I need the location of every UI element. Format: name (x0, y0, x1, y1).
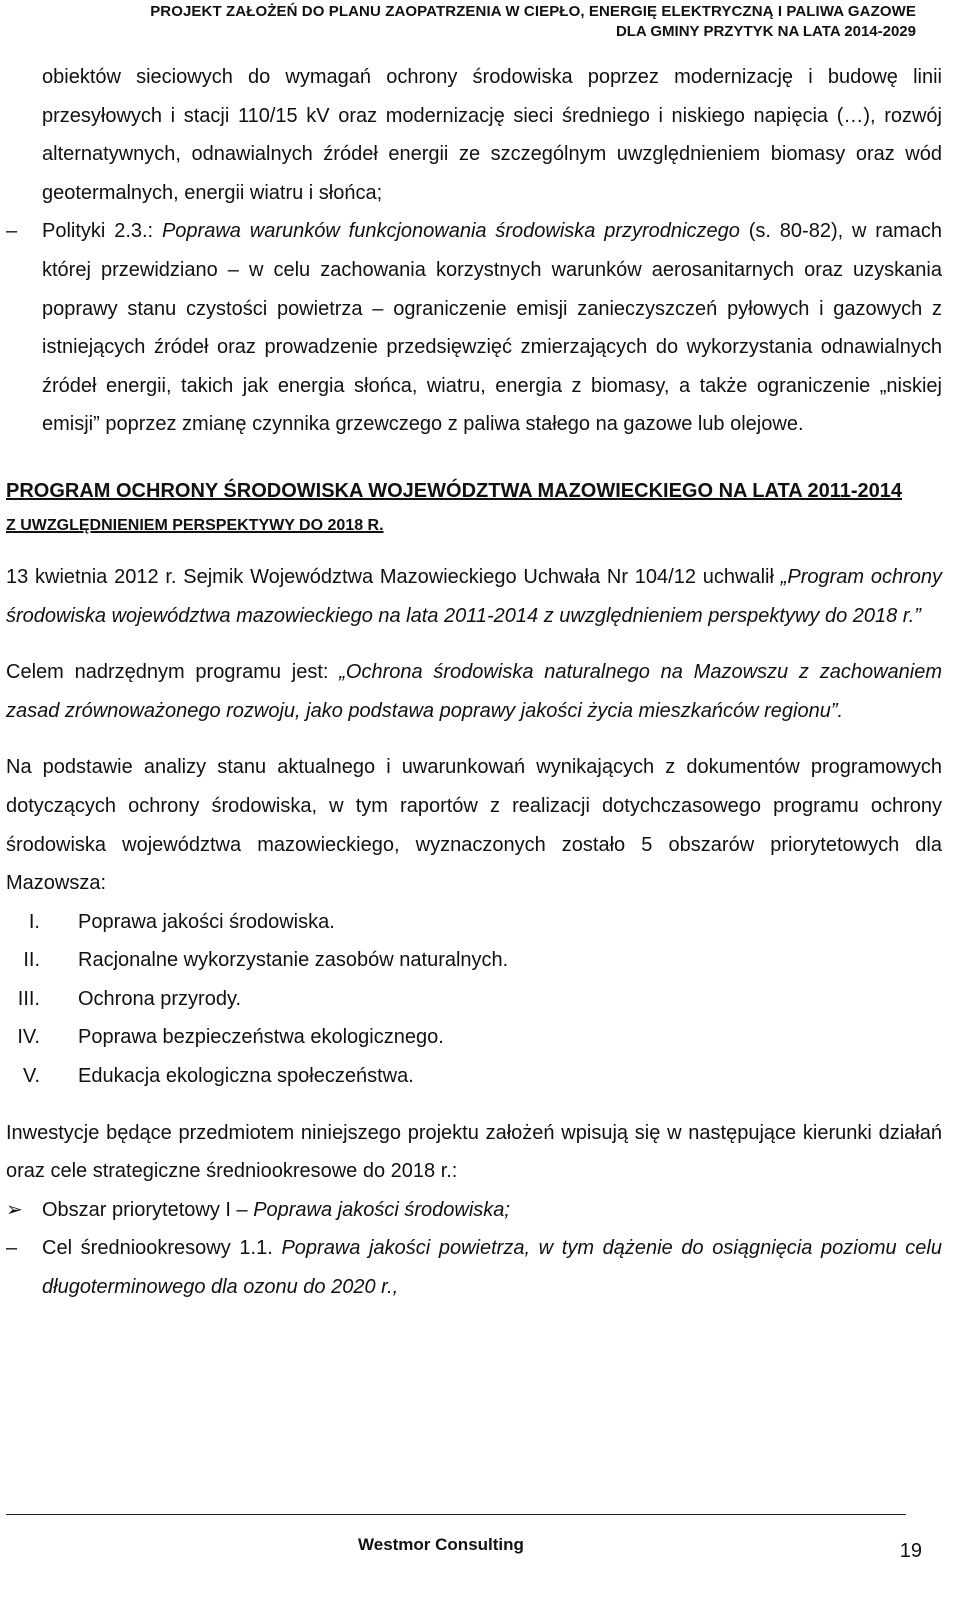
header-title: PROJEKT ZAŁOŻEŃ DO PLANU ZAOPATRZENIA W CIEPŁO, ENERGIĘ ELEKTRYCZNĄ I PALIWA GAZOWE (150, 3, 916, 20)
document-body (6, 58, 942, 1307)
goal-paragraph (6, 653, 942, 730)
adoption-paragraph (6, 558, 942, 635)
program-title: „Program ochrony środowiska województwa mazowieckiego na lata 2011-2014 z uwzględnieniem perspektywy do 2018 r.” (6, 565, 942, 627)
header-subtitle: DLA GMINY PRZYTYK NA LATA 2014-2029 (615, 23, 916, 40)
spacer (6, 635, 942, 653)
investments-paragraph: Inwestycje będące przedmiotem niniejszego projektu założeń wpisują się w następujące kierunki działań oraz cele strategiczne średniookresowe do 2018 r.: (6, 1121, 942, 1183)
policy-text: (s. 80-82), w ramach której przewidziano – w celu zachowania korzystnych warunków aerosanitarnych oraz uzyskania poprawy stanu czystości powietrza – ograniczenie emisji zanieczyszczeń pyłowych i gazowych z istniejących źródeł oraz prowadzenie przedsięwzięć zmierzających do wykorzystania odnawialnych źródeł energii, takich jak energia słońca, wiatru, energia z biomasy, a także ograniczenie „niskiej emisji” poprzez zmianę czynnika grzewczego z paliwa stałego na gazowe lub olejowe. (42, 220, 942, 436)
adoption-text: 13 kwietnia 2012 r. Sejmik Województwa Mazowieckiego Uchwała Nr 104/12 uchwalił (6, 565, 781, 588)
area-title: Poprawa jakości środowiska; (253, 1198, 510, 1221)
goal-item-title: Poprawa jakości powietrza, w tym dążenie do osiągnięcia poziomu celu długoterminowego dla ozonu do 2020 r., (42, 1237, 942, 1299)
footer-divider (6, 1514, 906, 1515)
dash-marker: – (6, 220, 18, 243)
list-item: II. Racjonalne wykorzystanie zasobów naturalnych. (23, 949, 509, 972)
area-prefix: Obszar priorytetowy I – (42, 1198, 254, 1221)
arrow-bullet-icon: ➢ (6, 1198, 23, 1221)
policy-prefix: Polityki 2.3.: (42, 220, 162, 243)
analysis-paragraph: Na podstawie analizy stanu aktualnego i uwarunkowań wynikających z dokumentów programowych dotyczących ochrony środowiska, w tym raportów z realizacji dotychczasowego programu ochrony środowiska województwa mazowieckiego, wyznaczonych zostało 5 obszarów priorytetowych dla Mazowsza: (6, 756, 942, 895)
goal-text: Celem nadrzędnym programu jest: (6, 661, 340, 684)
spacer (6, 540, 942, 558)
spacer (6, 462, 942, 472)
spacer (6, 1096, 942, 1114)
policy-title: Poprawa warunków funkcjonowania środowiska przyrodniczego (161, 220, 740, 243)
spacer (6, 444, 942, 462)
policy-item (6, 212, 942, 444)
page-number: 19 (899, 1540, 922, 1562)
list-item: III. Ochrona przyrody. (17, 987, 242, 1010)
program-heading-line1: PROGRAM OCHRONY ŚRODOWISKA WOJEWÓDZTWA MAZOWIECKIEGO NA LATA 2011-2014 (6, 479, 902, 502)
spacer (6, 730, 942, 748)
dash-marker: – (6, 1237, 18, 1260)
list-item: I. Poprawa jakości środowiska. (28, 910, 335, 933)
goal-title: „Ochrona środowiska naturalnego na Mazowszu z zachowaniem zasad zrównoważonego rozwoju, jako podstawa poprawy jakości życia mieszkańców regionu”. (6, 661, 942, 722)
list-item: IV. Poprawa bezpieczeństwa ekologicznego. (17, 1026, 444, 1049)
list-item: V. Edukacja ekologiczna społeczeństwa. (22, 1065, 414, 1088)
goal-item-prefix: Cel średniookresowy 1.1. (42, 1237, 282, 1260)
footer-company: Westmor Consulting (358, 1535, 524, 1554)
page-header (150, 0, 916, 42)
priority-list (6, 903, 942, 1096)
goal-item (6, 1229, 942, 1306)
program-heading-line2: Z UWZGLĘDNIENIEM PERSPEKTYWY DO 2018 R. (6, 516, 384, 534)
area-item (6, 1191, 942, 1230)
intro-continuation: obiektów sieciowych do wymagań ochrony środowiska poprzez modernizację i budowę linii przesyłowych i stacji 110/15 kV oraz modernizację sieci średniego i niskiego napięcia (…), rozwój alternatywnych, odnawialnych źródeł energii ze szczególnym uwzględnieniem biomasy oraz wód geotermalnych, energii wiatru i słońca; (42, 66, 942, 204)
